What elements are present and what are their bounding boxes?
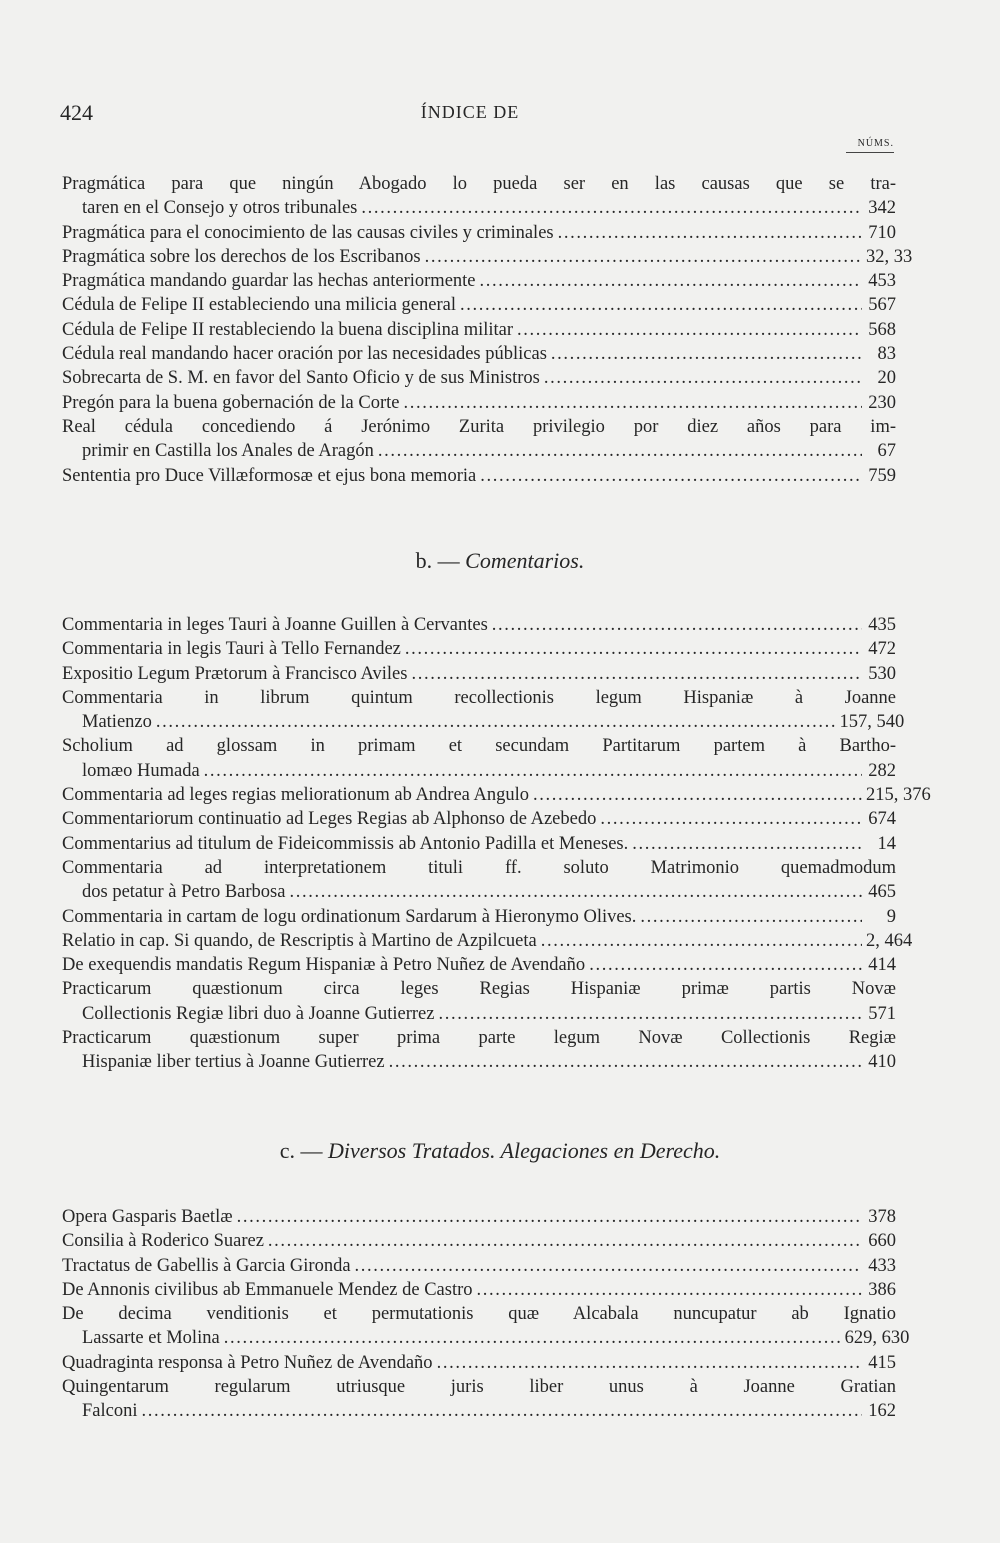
leader-dots xyxy=(541,929,862,953)
index-entry xyxy=(62,415,896,464)
index-entry xyxy=(62,977,896,1026)
index-entry xyxy=(62,783,931,807)
entry-number: 660 xyxy=(868,1231,896,1252)
index-entry xyxy=(62,1278,896,1302)
leader-dots xyxy=(411,662,862,686)
entry-title: Pragmática para el conocimiento de las causas civiles y criminales xyxy=(62,222,554,243)
leader-dots xyxy=(389,1050,862,1074)
entry-number: 230 xyxy=(868,392,896,413)
index-entry xyxy=(62,366,896,390)
entry-title-continuation: Matienzo xyxy=(82,712,152,733)
entry-title-line: Practicarum quæstionum super prima parte legum Novæ Collectionis Regiæ xyxy=(62,1028,896,1049)
entry-number: 14 xyxy=(877,833,896,854)
section-b-prefix: b. — xyxy=(415,548,460,573)
leader-dots xyxy=(460,293,862,317)
entry-number: 435 xyxy=(868,615,896,635)
index-entry xyxy=(62,221,896,245)
entry-title-continuation: Falconi xyxy=(82,1401,138,1422)
entry-title-continuation: primir en Castilla los Anales de Aragón xyxy=(82,441,374,462)
leader-dots xyxy=(378,439,862,463)
entry-title: Pragmática sobre los derechos de los Escribanos xyxy=(62,246,421,267)
section-c-title: Diversos Tratados. Alegaciones en Derecho. xyxy=(327,1138,721,1163)
entry-number: 414 xyxy=(868,955,896,976)
entry-title-line: De decima venditionis et permutationis quæ Alcabala nuncupatur ab Ignatio xyxy=(62,1304,896,1325)
leader-dots xyxy=(142,1399,863,1423)
entry-number: 710 xyxy=(868,222,896,243)
entry-number: 453 xyxy=(868,271,896,292)
leader-dots xyxy=(517,318,862,342)
entry-title: Commentaria ad leges regias meliorationum ab Andrea Angulo xyxy=(62,785,529,806)
entry-number: 386 xyxy=(868,1279,896,1300)
entry-title-line: Commentaria ad interpretationem tituli ff. soluto Matrimonio quemadmodum xyxy=(62,857,896,878)
leader-dots xyxy=(492,613,862,637)
entry-title: Commentaria in legis Tauri à Tello Fernandez xyxy=(62,639,401,660)
entry-title: Commentaria in cartam de logu ordinationum Sardarum à Hieronymo Olives. xyxy=(62,906,637,927)
entry-title: Pragmática mandando guardar las hechas anteriormente xyxy=(62,271,476,292)
entry-number: 530 xyxy=(868,663,896,684)
entry-title: Consilia à Roderico Suarez xyxy=(62,1231,264,1252)
leader-dots xyxy=(268,1229,862,1253)
entry-title: Expositio Legum Prætorum à Francisco Aviles xyxy=(62,663,408,684)
index-entry xyxy=(62,391,896,415)
index-entry xyxy=(62,905,896,929)
leader-dots xyxy=(480,464,862,488)
leader-dots xyxy=(600,807,862,831)
section-b-list xyxy=(62,613,931,1075)
entry-number: 415 xyxy=(868,1352,896,1373)
index-entry xyxy=(62,172,896,221)
index-entry xyxy=(62,807,896,831)
leader-dots xyxy=(477,1278,862,1302)
entry-title-line: Practicarum quæstionum circa leges Regias Hispaniæ primæ partis Novæ xyxy=(62,979,896,1000)
leader-dots xyxy=(640,905,862,929)
entry-title: Cédula de Felipe II restableciendo la buena disciplina militar xyxy=(62,319,514,340)
index-entry xyxy=(62,953,896,977)
index-entry xyxy=(62,637,896,661)
entry-number: 378 xyxy=(868,1207,896,1227)
page-number: 424 xyxy=(60,100,93,125)
index-entry xyxy=(62,613,896,637)
entry-number: 67 xyxy=(877,441,896,462)
leader-dots xyxy=(355,1254,862,1278)
index-entry xyxy=(62,245,913,269)
index-entry xyxy=(62,293,896,317)
entry-number: 282 xyxy=(868,760,896,781)
index-entry xyxy=(62,318,896,342)
leader-dots xyxy=(404,391,863,415)
entry-title-line: Pragmática para que ningún Abogado lo pueda ser en las causas que se tra- xyxy=(62,174,896,194)
section-c-list xyxy=(62,1205,910,1424)
entry-title-continuation: Lassarte et Molina xyxy=(82,1328,220,1349)
index-entry xyxy=(62,734,896,783)
section-c-prefix: c. — xyxy=(279,1138,323,1163)
entry-title: Cédula de Felipe II estableciendo una milicia general xyxy=(62,295,456,316)
leader-dots xyxy=(289,880,862,904)
index-entry xyxy=(62,1229,896,1253)
entry-number: 20 xyxy=(877,368,896,389)
entry-title-continuation: Collectionis Regiæ libri duo à Joanne Gutierrez xyxy=(82,1003,435,1024)
entry-number: 465 xyxy=(868,882,896,903)
entry-number: 215, 376 xyxy=(866,785,931,806)
leader-dots xyxy=(533,783,862,807)
entry-title: Pregón para la buena gobernación de la Corte xyxy=(62,392,400,413)
index-entry xyxy=(62,686,905,735)
index-entry xyxy=(62,832,896,856)
leader-dots xyxy=(589,953,862,977)
leader-dots xyxy=(156,710,836,734)
section-b-title: Comentarios. xyxy=(465,548,585,573)
index-entry xyxy=(62,1205,896,1229)
entry-title-line: Quingentarum regularum utriusque juris liber unus à Joanne Gratian xyxy=(62,1377,896,1398)
leader-dots xyxy=(224,1326,841,1350)
leader-dots xyxy=(237,1205,862,1229)
entry-number: 571 xyxy=(868,1003,896,1024)
index-entry xyxy=(62,1254,896,1278)
nums-column-label: NÚMS. xyxy=(846,138,894,153)
entry-title: Sententia pro Duce Villæformosæ et ejus bona memoria xyxy=(62,465,477,486)
leader-dots xyxy=(480,269,862,293)
entry-number: 342 xyxy=(868,198,896,219)
leader-dots xyxy=(361,196,862,220)
entry-number: 32, 33 xyxy=(866,246,913,267)
leader-dots xyxy=(405,637,862,661)
leader-dots xyxy=(558,221,862,245)
entry-number: 162 xyxy=(868,1401,896,1422)
entry-title-continuation: Hispaniæ liber tertius à Joanne Gutierrez xyxy=(82,1052,385,1073)
entry-title: Commentaria in leges Tauri à Joanne Guillen à Cervantes xyxy=(62,615,488,635)
entry-number: 674 xyxy=(868,809,896,830)
entry-number: 567 xyxy=(868,295,896,316)
entry-number: 629, 630 xyxy=(844,1328,910,1349)
index-entry xyxy=(62,342,896,366)
entry-number: 433 xyxy=(868,1255,896,1276)
entry-number: 2, 464 xyxy=(866,930,913,951)
entry-title-line: Real cédula concediendo á Jerónimo Zurita privilegio por diez años para im- xyxy=(62,416,896,437)
entry-number: 410 xyxy=(868,1052,896,1073)
entry-title-continuation: lomæo Humada xyxy=(82,760,200,781)
entry-title-line: Scholium ad glossam in primam et secundam Partitarum partem à Bartho- xyxy=(62,736,896,757)
entry-title: Sobrecarta de S. M. en favor del Santo Oficio y de sus Ministros xyxy=(62,368,540,389)
entry-title: De Annonis civilibus ab Emmanuele Mendez de Castro xyxy=(62,1279,473,1300)
entry-title: Commentariorum continuatio ad Leges Regias ab Alphonso de Azebedo xyxy=(62,809,597,830)
entry-title: Relatio in cap. Si quando, de Rescriptis à Martino de Azpilcueta xyxy=(62,930,537,951)
index-entry xyxy=(62,1302,910,1351)
entry-number: 157, 540 xyxy=(839,712,905,733)
entry-title: Cédula real mandando hacer oración por las necesidades públicas xyxy=(62,344,547,365)
entry-number: 472 xyxy=(868,639,896,660)
index-entry xyxy=(62,1375,896,1424)
index-entry xyxy=(62,269,896,293)
section-a-list xyxy=(62,172,913,488)
leader-dots xyxy=(204,759,862,783)
leader-dots xyxy=(438,1002,862,1026)
index-entry xyxy=(62,464,896,488)
index-entry xyxy=(62,1351,896,1375)
section-c-heading xyxy=(0,1138,1000,1164)
index-entry xyxy=(62,662,896,686)
leader-dots xyxy=(425,245,862,269)
entry-number: 83 xyxy=(877,344,896,365)
leader-dots xyxy=(437,1351,862,1375)
entry-number: 759 xyxy=(868,465,896,486)
index-entry xyxy=(62,1026,896,1075)
leader-dots xyxy=(632,832,862,856)
leader-dots xyxy=(551,342,862,366)
entry-title-continuation: dos petatur à Petro Barbosa xyxy=(82,882,286,903)
entry-title: Quadraginta responsa à Petro Nuñez de Avendaño xyxy=(62,1352,433,1373)
entry-number: 568 xyxy=(868,319,896,340)
index-entry xyxy=(62,856,896,905)
entry-number: 9 xyxy=(886,906,896,927)
entry-title-line: Commentaria in librum quintum recollectionis legum Hispaniæ à Joanne xyxy=(62,687,896,708)
entry-title: Commentarius ad titulum de Fideicommissis ab Antonio Padilla et Meneses. xyxy=(62,833,629,854)
index-entry xyxy=(62,929,913,953)
entry-title: Opera Gasparis Baetlæ xyxy=(62,1207,233,1227)
section-b-heading xyxy=(0,548,1000,574)
leader-dots xyxy=(544,366,862,390)
entry-title-continuation: taren en el Consejo y otros tribunales xyxy=(82,198,358,219)
entry-title: Tractatus de Gabellis à Garcia Gironda xyxy=(62,1255,351,1276)
entry-title: De exequendis mandatis Regum Hispaniæ à Petro Nuñez de Avendaño xyxy=(62,955,586,976)
running-title: ÍNDICE DE xyxy=(420,102,520,122)
